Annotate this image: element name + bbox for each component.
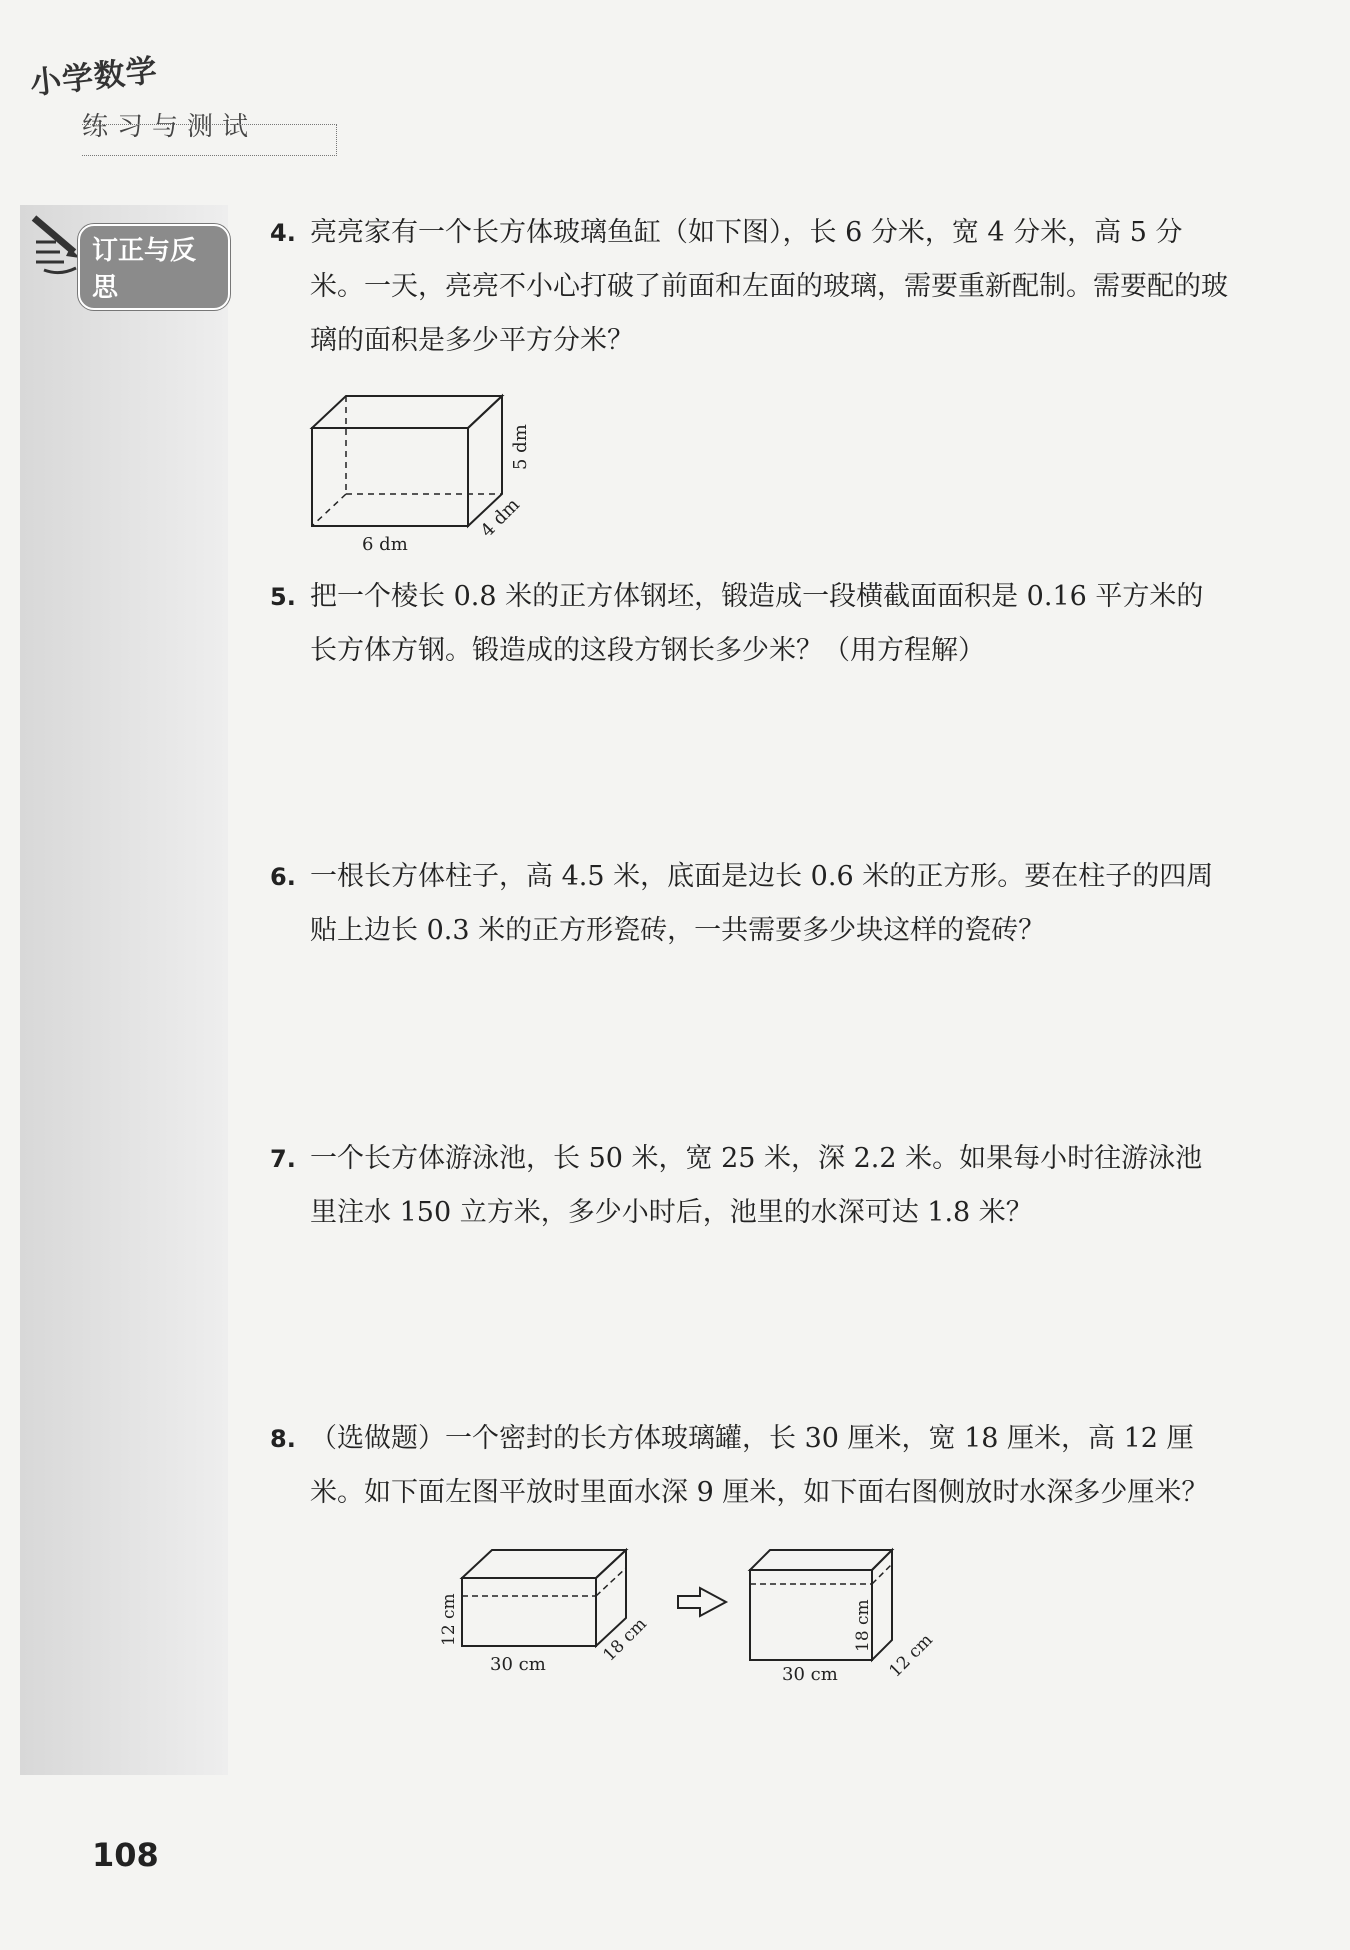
question-text: 一个长方体游泳池，长 50 米，宽 25 米，深 2.2 米。如果每小时往游泳池里注水 150 立方米，多少小时后，池里的水深可达 1.8 米？ <box>310 1143 1203 1228</box>
question-text: 亮亮家有一个长方体玻璃鱼缸（如下图），长 6 分米，宽 4 分米，高 5 分米。一天，亮亮不小心打破了前面和左面的玻璃，需要重新配制。需要配的玻璃的面积是多少平方分米？ <box>310 217 1228 356</box>
width-label: 4 dm <box>476 494 524 542</box>
question-8 <box>268 1412 1228 1520</box>
correction-badge-label: 订正与反思 <box>78 224 230 310</box>
question-text: 把一个棱长 0.8 米的正方体钢坯，锻造成一段横截面面积是 0.16 平方米的长方体方钢。锻造成的这段方钢长多少米？（用方程解） <box>310 581 1204 666</box>
question-6 <box>268 850 1228 958</box>
correction-sidebar <box>20 205 228 1775</box>
page-number: 108 <box>92 1836 159 1874</box>
question-5 <box>268 570 1228 678</box>
question-number: 5. <box>270 583 296 611</box>
jar-right-height: 18 cm <box>853 1599 873 1652</box>
jar-right-length: 30 cm <box>782 1664 838 1685</box>
book-title: 小学数学 <box>28 52 160 102</box>
fish-tank-figure <box>300 392 550 562</box>
jar-right-figure <box>750 1550 937 1685</box>
jar-left-length: 30 cm <box>490 1654 546 1675</box>
question-text: （选做题）一个密封的长方体玻璃罐，长 30 厘米，宽 18 厘米，高 12 厘米。如下面左图平放时里面水深 9 厘米，如下面右图侧放时水深多少厘米？ <box>310 1423 1209 1508</box>
jar-right-width: 12 cm <box>885 1630 937 1682</box>
question-number: 8. <box>270 1425 296 1453</box>
header-frame <box>82 124 337 156</box>
book-subtitle: 练习与测试 <box>82 112 258 142</box>
height-label: 5 dm <box>510 424 531 470</box>
jar-left-height: 12 cm <box>439 1593 459 1646</box>
correction-badge <box>30 212 230 303</box>
jar-left-width: 18 cm <box>599 1614 651 1666</box>
length-label: 6 dm <box>362 534 408 555</box>
question-number: 4. <box>270 219 296 247</box>
question-number: 6. <box>270 863 296 891</box>
right-arrow-icon <box>678 1588 726 1616</box>
question-4 <box>268 206 1228 368</box>
question-text: 一根长方体柱子，高 4.5 米，底面是边长 0.6 米的正方形。要在柱子的四周贴上边长 0.3 米的正方形瓷砖，一共需要多少块这样的瓷砖？ <box>310 861 1214 946</box>
jar-figures <box>430 1540 950 1690</box>
jar-left-figure <box>439 1550 651 1675</box>
question-number: 7. <box>270 1145 296 1173</box>
question-7 <box>268 1132 1228 1240</box>
